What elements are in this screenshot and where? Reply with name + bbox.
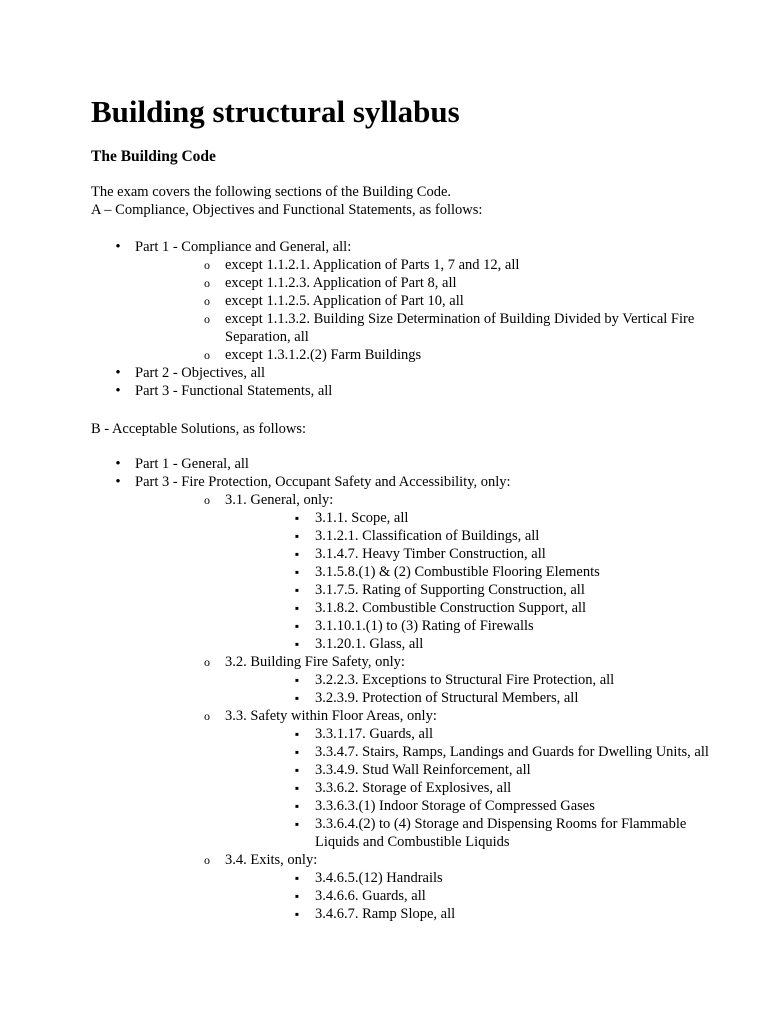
intro-line: A – Compliance, Objectives and Functional Statements, as follows: bbox=[91, 202, 483, 218]
circle-bullet-icon bbox=[202, 491, 212, 509]
list-item-text: 3.1.4.7. Heavy Timber Construction, all bbox=[315, 546, 546, 562]
square-bullet-icon bbox=[292, 779, 302, 797]
sub-list-item bbox=[180, 346, 711, 364]
nested-list bbox=[180, 256, 711, 364]
square-bullet-icon bbox=[292, 869, 302, 887]
intro-line: The exam covers the following sections of the Building Code. bbox=[91, 184, 452, 200]
sub-sub-list-item bbox=[270, 635, 711, 653]
sub-sub-list-item bbox=[270, 761, 711, 779]
nested-list bbox=[270, 725, 711, 851]
list-item-text: Part 2 - Objectives, all bbox=[135, 365, 266, 381]
nested-list bbox=[270, 869, 711, 923]
list-item-text: 3.3.4.9. Stud Wall Reinforcement, all bbox=[315, 762, 531, 778]
list-item bbox=[91, 455, 711, 473]
square-bullet-icon bbox=[292, 797, 302, 815]
list-item-text: 3.4. Exits, only: bbox=[225, 852, 318, 868]
list-item-text: 3.1.8.2. Combustible Construction Support, all bbox=[315, 600, 587, 616]
square-bullet-icon bbox=[292, 743, 302, 761]
sub-sub-list-item bbox=[270, 797, 711, 815]
list-item-text: 3.2.2.3. Exceptions to Structural Fire Protection, all bbox=[315, 672, 615, 688]
list-item-text: 3.1.5.8.(1) & (2) Combustible Flooring Elements bbox=[315, 564, 600, 580]
sub-sub-list-item bbox=[270, 509, 711, 527]
sub-list-item bbox=[180, 653, 711, 707]
list-item-text: 3.1.7.5. Rating of Supporting Construction, all bbox=[315, 582, 585, 598]
sub-list-item bbox=[180, 707, 711, 851]
nested-list bbox=[270, 509, 711, 653]
sub-sub-list-item bbox=[270, 815, 711, 851]
square-bullet-icon bbox=[292, 509, 302, 527]
bullet-icon bbox=[113, 455, 123, 473]
list-item bbox=[91, 382, 711, 400]
nested-list bbox=[180, 491, 711, 923]
square-bullet-icon bbox=[292, 761, 302, 779]
list-item-text: except 1.1.2.1. Application of Parts 1, 7 and 12, all bbox=[225, 257, 520, 273]
sub-sub-list-item bbox=[270, 563, 711, 581]
sub-sub-list-item bbox=[270, 545, 711, 563]
square-bullet-icon bbox=[292, 617, 302, 635]
list-item-text: Part 1 - Compliance and General, all: bbox=[135, 239, 352, 255]
list-item-text: 3.4.6.7. Ramp Slope, all bbox=[315, 906, 456, 922]
circle-bullet-icon bbox=[202, 274, 212, 292]
list-item-text: except 1.3.1.2.(2) Farm Buildings bbox=[225, 347, 422, 363]
list-item-text: 3.1.20.1. Glass, all bbox=[315, 636, 424, 652]
circle-bullet-icon bbox=[202, 653, 212, 671]
list-item-text: 3.3.1.17. Guards, all bbox=[315, 726, 433, 742]
sub-sub-list-item bbox=[270, 599, 711, 617]
list-item-text: 3.2.3.9. Protection of Structural Members, all bbox=[315, 690, 579, 706]
list-item-text: 3.3.6.4.(2) to (4) Storage and Dispensing Rooms for Flammable Liquids and Combustible Liquids bbox=[315, 816, 687, 850]
list-item-text: 3.2. Building Fire Safety, only: bbox=[225, 654, 405, 670]
list-item-text: 3.1.2.1. Classification of Buildings, all bbox=[315, 528, 540, 544]
sub-sub-list-item bbox=[270, 779, 711, 797]
list-item-text: 3.3. Safety within Floor Areas, only: bbox=[225, 708, 437, 724]
sub-list-item bbox=[180, 491, 711, 653]
sub-list-item bbox=[180, 310, 711, 346]
circle-bullet-icon bbox=[202, 346, 212, 364]
list-item-text: 3.1.10.1.(1) to (3) Rating of Firewalls bbox=[315, 618, 534, 634]
sub-list-item bbox=[180, 292, 711, 310]
list-item-text: 3.1. General, only: bbox=[225, 492, 334, 508]
sub-sub-list-item bbox=[270, 671, 711, 689]
square-bullet-icon bbox=[292, 887, 302, 905]
list-item-text: except 1.1.2.3. Application of Part 8, all bbox=[225, 275, 457, 291]
document-title: Building structural syllabus bbox=[91, 94, 460, 129]
bullet-icon bbox=[113, 238, 123, 256]
list-item-text: 3.4.6.5.(12) Handrails bbox=[315, 870, 443, 886]
square-bullet-icon bbox=[292, 635, 302, 653]
intro-paragraph bbox=[91, 183, 482, 219]
sub-sub-list-item bbox=[270, 905, 711, 923]
square-bullet-icon bbox=[292, 905, 302, 923]
sub-sub-list-item bbox=[270, 725, 711, 743]
list-item-text: Part 3 - Functional Statements, all bbox=[135, 383, 333, 399]
square-bullet-icon bbox=[292, 599, 302, 617]
sub-list-item bbox=[180, 274, 711, 292]
sub-sub-list-item bbox=[270, 689, 711, 707]
sub-sub-list-item bbox=[270, 527, 711, 545]
section-heading: The Building Code bbox=[91, 148, 216, 165]
list-item-text: Part 3 - Fire Protection, Occupant Safety and Accessibility, only: bbox=[135, 474, 511, 490]
square-bullet-icon bbox=[292, 563, 302, 581]
bullet-icon bbox=[113, 364, 123, 382]
square-bullet-icon bbox=[292, 815, 302, 833]
list-item-text: 3.3.6.2. Storage of Explosives, all bbox=[315, 780, 512, 796]
circle-bullet-icon bbox=[202, 256, 212, 274]
circle-bullet-icon bbox=[202, 310, 212, 328]
section-b-list bbox=[91, 455, 711, 923]
section-a-list bbox=[91, 238, 711, 400]
bullet-icon bbox=[113, 473, 123, 491]
circle-bullet-icon bbox=[202, 707, 212, 725]
sub-sub-list-item bbox=[270, 743, 711, 761]
square-bullet-icon bbox=[292, 725, 302, 743]
sub-sub-list-item bbox=[270, 887, 711, 905]
list-item bbox=[91, 364, 711, 382]
list-item-text: 3.1.1. Scope, all bbox=[315, 510, 409, 526]
list-item-text: except 1.1.3.2. Building Size Determination of Building Divided by Vertical Fire Separation, all bbox=[225, 311, 695, 345]
bullet-icon bbox=[113, 382, 123, 400]
square-bullet-icon bbox=[292, 671, 302, 689]
sub-sub-list-item bbox=[270, 617, 711, 635]
list-item-text: 3.3.6.3.(1) Indoor Storage of Compressed Gases bbox=[315, 798, 595, 814]
sub-sub-list-item bbox=[270, 581, 711, 599]
sub-list-item bbox=[180, 256, 711, 274]
section-b-heading: B - Acceptable Solutions, as follows: bbox=[91, 421, 307, 437]
square-bullet-icon bbox=[292, 545, 302, 563]
list-item-text: except 1.1.2.5. Application of Part 10, all bbox=[225, 293, 464, 309]
list-item bbox=[91, 238, 711, 364]
list-item-text: 3.4.6.6. Guards, all bbox=[315, 888, 426, 904]
square-bullet-icon bbox=[292, 581, 302, 599]
square-bullet-icon bbox=[292, 527, 302, 545]
sub-sub-list-item bbox=[270, 869, 711, 887]
square-bullet-icon bbox=[292, 689, 302, 707]
list-item-text: 3.3.4.7. Stairs, Ramps, Landings and Guards for Dwelling Units, all bbox=[315, 744, 709, 760]
list-item bbox=[91, 473, 711, 923]
nested-list bbox=[270, 671, 711, 707]
list-item-text: Part 1 - General, all bbox=[135, 456, 249, 472]
circle-bullet-icon bbox=[202, 292, 212, 310]
sub-list-item bbox=[180, 851, 711, 923]
circle-bullet-icon bbox=[202, 851, 212, 869]
